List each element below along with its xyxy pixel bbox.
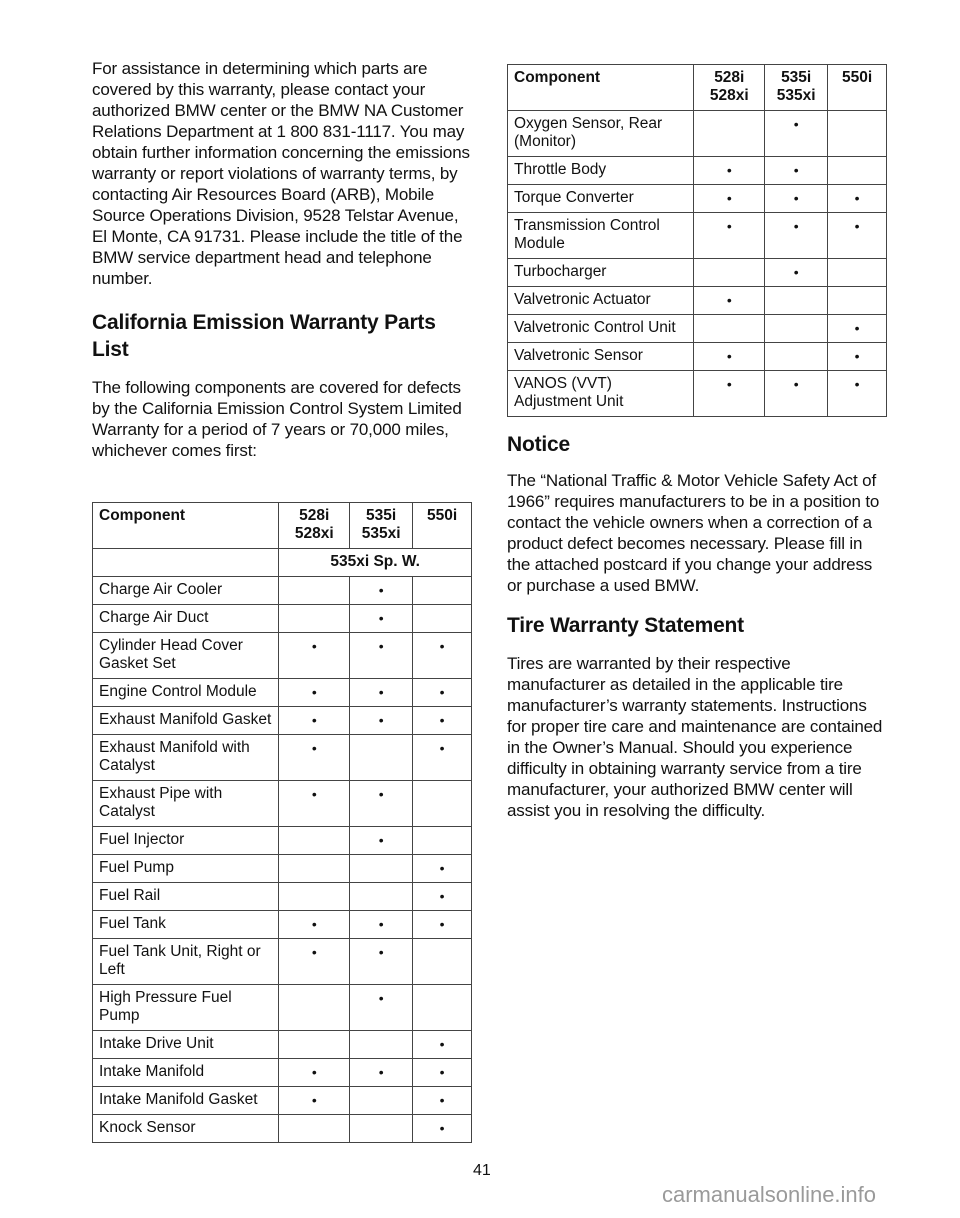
coverage-bullet-icon: •	[350, 911, 413, 939]
table-row	[93, 707, 472, 735]
coverage-bullet-icon: •	[279, 781, 350, 827]
component-name: Valvetronic Control Unit	[508, 315, 694, 343]
coverage-bullet-icon: •	[694, 185, 765, 213]
coverage-bullet-icon: •	[279, 735, 350, 781]
empty-cell	[765, 343, 828, 371]
table-row	[93, 577, 472, 605]
component-name: Oxygen Sensor, Rear (Monitor)	[508, 111, 694, 157]
empty-cell	[413, 985, 472, 1031]
coverage-bullet-icon: •	[694, 371, 765, 417]
notice-heading: Notice	[507, 433, 570, 456]
component-name: Fuel Tank	[93, 911, 279, 939]
coverage-bullet-icon: •	[765, 157, 828, 185]
coverage-bullet-icon: •	[828, 315, 887, 343]
empty-cell	[279, 1031, 350, 1059]
column-header-model: 535i 535xi	[350, 503, 413, 549]
empty-cell	[279, 883, 350, 911]
empty-cell	[350, 883, 413, 911]
coverage-bullet-icon: •	[350, 985, 413, 1031]
table-row	[93, 781, 472, 827]
table-header-row	[508, 65, 887, 111]
coverage-bullet-icon: •	[413, 855, 472, 883]
coverage-bullet-icon: •	[413, 1031, 472, 1059]
coverage-bullet-icon: •	[828, 371, 887, 417]
table-row	[508, 157, 887, 185]
parts-table-right	[507, 64, 887, 417]
empty-cell	[279, 985, 350, 1031]
empty-cell	[828, 287, 887, 315]
intro-paragraph: For assistance in determining which parts are covered by this warranty, please contact your authorized BMW center or the BMW NA Customer Relations Department at 1 800 831-1117. You may obtain further information concerning the emissions warranty or report violations of warranty terms, by contacting Air Resources Board (ARB), Mobile Source Operations Division, 9528 Telstar Avenue, El Monte, CA 91731. Please include the title of the BMW service department head and telephone number.	[92, 59, 470, 288]
empty-cell	[694, 111, 765, 157]
empty-cell	[279, 577, 350, 605]
table-subheader-row	[93, 549, 472, 577]
table-row	[508, 185, 887, 213]
empty-cell	[694, 315, 765, 343]
component-name: Cylinder Head Cover Gasket Set	[93, 633, 279, 679]
column-header-component: Component	[508, 65, 694, 111]
coverage-bullet-icon: •	[694, 287, 765, 315]
table-row	[93, 735, 472, 781]
column-header-model: 550i	[828, 65, 887, 111]
column-header-model: 550i	[413, 503, 472, 549]
coverage-bullet-icon: •	[828, 343, 887, 371]
parts-list-heading: California Emission Warranty Parts List	[92, 311, 436, 361]
component-name: Intake Drive Unit	[93, 1031, 279, 1059]
coverage-bullet-icon: •	[413, 735, 472, 781]
table-row	[93, 827, 472, 855]
column-header-model: 535i 535xi	[765, 65, 828, 111]
subheader-sport-wagon: 535xi Sp. W.	[279, 549, 472, 577]
empty-cell	[350, 855, 413, 883]
coverage-bullet-icon: •	[413, 679, 472, 707]
component-name: Valvetronic Actuator	[508, 287, 694, 315]
empty-cell	[765, 315, 828, 343]
component-name: Fuel Injector	[93, 827, 279, 855]
coverage-bullet-icon: •	[828, 213, 887, 259]
component-name: Valvetronic Sensor	[508, 343, 694, 371]
parts-list-description: The following components are covered for defects by the California Emission Control System Limited Warranty for a period of 7 years or 70,000 miles, whichever comes first:	[92, 378, 462, 460]
coverage-bullet-icon: •	[279, 707, 350, 735]
component-name: Intake Manifold	[93, 1059, 279, 1087]
notice-paragraph: The “National Traffic & Motor Vehicle Safety Act of 1966” requires manufacturers to be in a position to contact the vehicle owners when a correction of a product defect becomes necessary. Please fill in the attached postcard if you change your address or purchase a used BMW.	[507, 471, 880, 595]
empty-cell	[350, 1031, 413, 1059]
coverage-bullet-icon: •	[350, 577, 413, 605]
empty-cell	[765, 287, 828, 315]
empty-cell	[279, 1115, 350, 1143]
empty-cell	[350, 1115, 413, 1143]
component-name: Exhaust Manifold with Catalyst	[93, 735, 279, 781]
empty-cell	[350, 735, 413, 781]
empty-cell	[279, 827, 350, 855]
tire-warranty-paragraph: Tires are warranted by their respective manufacturer as detailed in the applicable tire manufacturer’s warranty statements. Instructions for proper tire care and maintenance are contained in the Owner’s Manual. Should you experience difficulty in obtaining warranty service from a tire manufacturer, your authorized BMW center will assist you in resolving the difficulty.	[507, 654, 883, 820]
empty-cell	[413, 605, 472, 633]
empty-cell	[279, 605, 350, 633]
table-row	[508, 287, 887, 315]
table-row	[93, 1087, 472, 1115]
empty-cell	[413, 939, 472, 985]
column-header-model: 528i 528xi	[279, 503, 350, 549]
coverage-bullet-icon: •	[350, 781, 413, 827]
coverage-bullet-icon: •	[350, 1059, 413, 1087]
coverage-bullet-icon: •	[765, 111, 828, 157]
coverage-bullet-icon: •	[279, 633, 350, 679]
coverage-bullet-icon: •	[413, 1115, 472, 1143]
empty-cell	[93, 549, 279, 577]
left-column	[92, 58, 472, 1143]
component-name: Intake Manifold Gasket	[93, 1087, 279, 1115]
page-number: 41	[473, 1162, 491, 1179]
coverage-bullet-icon: •	[350, 827, 413, 855]
table-row	[508, 315, 887, 343]
coverage-bullet-icon: •	[279, 911, 350, 939]
coverage-bullet-icon: •	[694, 157, 765, 185]
table-row	[93, 633, 472, 679]
empty-cell	[279, 855, 350, 883]
coverage-bullet-icon: •	[279, 679, 350, 707]
table-row	[93, 1115, 472, 1143]
component-name: Transmission Control Module	[508, 213, 694, 259]
coverage-bullet-icon: •	[413, 1087, 472, 1115]
empty-cell	[828, 259, 887, 287]
component-name: Charge Air Cooler	[93, 577, 279, 605]
table-row	[93, 911, 472, 939]
table-row	[93, 883, 472, 911]
coverage-bullet-icon: •	[413, 1059, 472, 1087]
coverage-bullet-icon: •	[350, 939, 413, 985]
component-name: Fuel Tank Unit, Right or Left	[93, 939, 279, 985]
component-name: Exhaust Pipe with Catalyst	[93, 781, 279, 827]
table-row	[93, 605, 472, 633]
empty-cell	[413, 827, 472, 855]
tire-warranty-heading: Tire Warranty Statement	[507, 614, 744, 637]
table-header-row	[93, 503, 472, 549]
column-header-model: 528i 528xi	[694, 65, 765, 111]
table-row	[508, 371, 887, 417]
right-column	[507, 64, 887, 821]
component-name: Engine Control Module	[93, 679, 279, 707]
table-row	[508, 259, 887, 287]
table-row	[508, 213, 887, 259]
coverage-bullet-icon: •	[828, 185, 887, 213]
empty-cell	[694, 259, 765, 287]
table-row	[508, 111, 887, 157]
coverage-bullet-icon: •	[350, 605, 413, 633]
component-name: High Pressure Fuel Pump	[93, 985, 279, 1031]
empty-cell	[828, 111, 887, 157]
table-row	[93, 939, 472, 985]
empty-cell	[350, 1087, 413, 1115]
table-row	[93, 985, 472, 1031]
component-name: Throttle Body	[508, 157, 694, 185]
watermark: carmanualsonline.info	[662, 1182, 877, 1207]
coverage-bullet-icon: •	[694, 213, 765, 259]
coverage-bullet-icon: •	[413, 911, 472, 939]
coverage-bullet-icon: •	[350, 633, 413, 679]
parts-table-left	[92, 502, 472, 1143]
coverage-bullet-icon: •	[350, 707, 413, 735]
table-row	[93, 1031, 472, 1059]
coverage-bullet-icon: •	[765, 259, 828, 287]
column-header-component: Component	[93, 503, 279, 549]
component-name: Turbocharger	[508, 259, 694, 287]
coverage-bullet-icon: •	[765, 213, 828, 259]
component-name: Charge Air Duct	[93, 605, 279, 633]
empty-cell	[413, 577, 472, 605]
component-name: Fuel Pump	[93, 855, 279, 883]
table-row	[508, 343, 887, 371]
coverage-bullet-icon: •	[350, 679, 413, 707]
empty-cell	[413, 781, 472, 827]
table-row	[93, 855, 472, 883]
table-row	[93, 679, 472, 707]
coverage-bullet-icon: •	[413, 883, 472, 911]
coverage-bullet-icon: •	[279, 1059, 350, 1087]
coverage-bullet-icon: •	[279, 939, 350, 985]
component-name: Knock Sensor	[93, 1115, 279, 1143]
coverage-bullet-icon: •	[279, 1087, 350, 1115]
coverage-bullet-icon: •	[765, 371, 828, 417]
empty-cell	[828, 157, 887, 185]
component-name: Exhaust Manifold Gasket	[93, 707, 279, 735]
coverage-bullet-icon: •	[413, 707, 472, 735]
table-row	[93, 1059, 472, 1087]
component-name: Torque Converter	[508, 185, 694, 213]
component-name: VANOS (VVT) Adjustment Unit	[508, 371, 694, 417]
coverage-bullet-icon: •	[413, 633, 472, 679]
coverage-bullet-icon: •	[694, 343, 765, 371]
component-name: Fuel Rail	[93, 883, 279, 911]
coverage-bullet-icon: •	[765, 185, 828, 213]
